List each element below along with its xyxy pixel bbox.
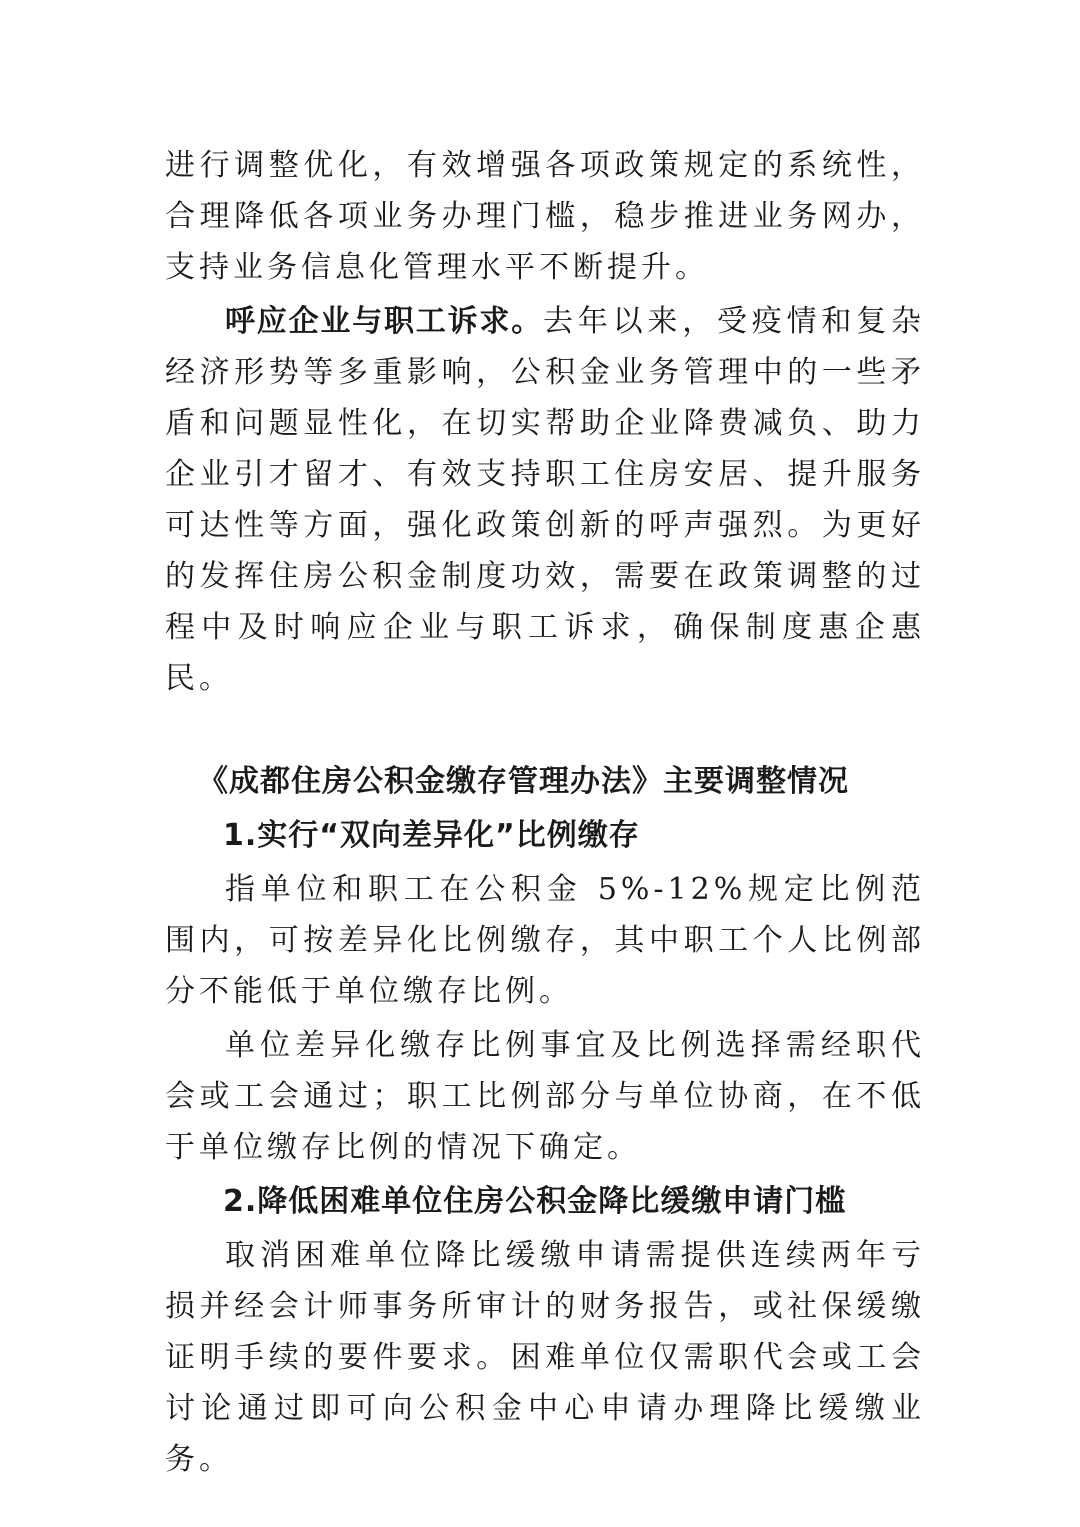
paragraph-lead-bold: 呼应企业与职工诉求。 — [225, 304, 543, 339]
paragraph-enterprise-demands — [165, 296, 925, 704]
subheading-dual-differentiation: 1.实行“双向差异化”比例缴存 — [223, 818, 640, 853]
section-title: 《成都住房公积金缴存管理办法》主要调整情况 — [198, 764, 849, 799]
paragraph-policy-optimization: 进行调整优化，有效增强各项政策规定的系统性，合理降低各项业务办理门槛，稳步推进业务网办，支持业务信息化管理水平不断提升。 — [165, 148, 925, 285]
paragraph-ratio-approval: 单位差异化缴存比例事宜及比例选择需经职代会或工会通过；职工比例部分与单位协商，在不低于单位缴存比例的情况下确定。 — [165, 1028, 925, 1165]
paragraph-body: 去年以来，受疫情和复杂经济形势等多重影响，公积金业务管理中的一些矛盾和问题显性化，在切实帮助企业降费减负、助力企业引才留才、有效支持职工住房安居、提升服务可达性等方面，强化政策创新的呼声强烈。为更好的发挥住房公积金制度功效，需要在政策调整的过程中及时响应企业与职工诉求，确保制度惠企惠民。 — [165, 304, 925, 696]
subheading-lower-threshold: 2.降低困难单位住房公积金降比缓缴申请门槛 — [223, 1184, 847, 1219]
paragraph-cancel-requirements: 取消困难单位降比缓缴申请需提供连续两年亏损并经会计师事务所审计的财务报告，或社保缓缴证明手续的要件要求。困难单位仅需职代会或工会讨论通过即可向公积金中心申请办理降比缓缴业务。 — [165, 1238, 925, 1477]
paragraph-ratio-range: 指单位和职工在公积金 5%-12%规定比例范围内，可按差异化比例缴存，其中职工个人比例部分不能低于单位缴存比例。 — [165, 872, 925, 1009]
document-page — [165, 140, 925, 1488]
